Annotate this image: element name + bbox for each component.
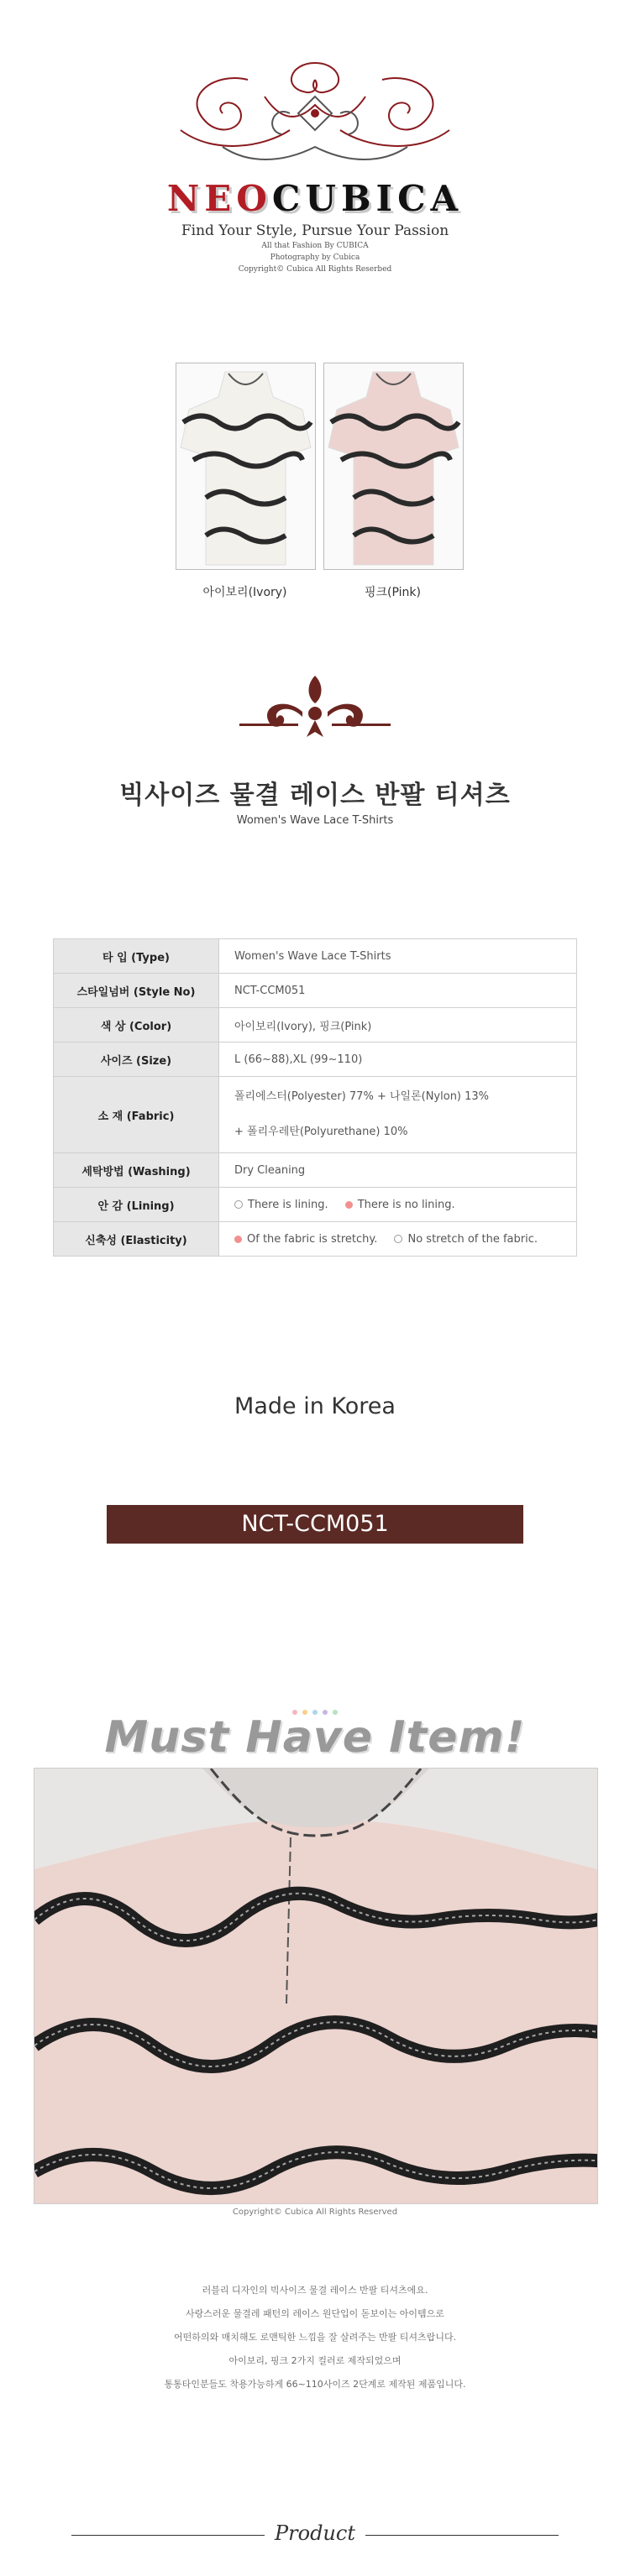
product-detail-photo <box>34 1768 598 2204</box>
spec-row-washing <box>54 1153 577 1188</box>
spec-label: 안 감 (Lining) <box>54 1188 219 1222</box>
lining-option-no: There is no lining. <box>345 1199 455 1211</box>
elastic-option-yes: Of the fabric is stretchy. <box>234 1233 377 1246</box>
spec-value <box>219 1222 577 1257</box>
spec-value: L (66~88),XL (99~110) <box>219 1042 577 1077</box>
radio-on-icon <box>345 1201 353 1209</box>
spec-row-style <box>54 974 577 1008</box>
spec-label: 소 재 (Fabric) <box>54 1077 219 1153</box>
spec-row-type <box>54 939 577 974</box>
description-line-3: 어떤하의와 매치해도 로맨틱한 느낌을 잘 살려주는 반팔 티셔츠랍니다. <box>173 2332 457 2343</box>
brand-line-3: Copyright© Cubica All Rights Reserbed <box>238 265 392 274</box>
fabric-line-1: 폴리에스터(Polyester) 77% + 나일론(Nylon) 13% <box>234 1090 490 1103</box>
brand-line-1: All that Fashion By CUBICA <box>261 242 369 250</box>
description-line-5: 통통타인분들도 착용가능하게 66~110사이즈 2단계로 제작된 제품입니다. <box>164 2379 466 2390</box>
product-subtitle: Women's Wave Lace T-Shirts <box>236 814 394 827</box>
lace-closeup-image <box>34 1769 597 2203</box>
description-line-1: 러블리 디자인의 빅사이즈 물결 레이스 반팔 티셔츠에요. <box>202 2285 428 2296</box>
title-ornament <box>235 671 395 743</box>
spec-row-color <box>54 1008 577 1042</box>
spec-label: 색 상 (Color) <box>54 1008 219 1042</box>
spec-row-fabric <box>54 1077 577 1153</box>
product-section-divider <box>0 2518 630 2552</box>
spec-label: 세탁방법 (Washing) <box>54 1153 219 1188</box>
brand-slogan: Find Your Style, Pursue Your Passion <box>181 222 449 239</box>
divider-line-left <box>71 2535 265 2536</box>
radio-on-icon <box>234 1236 242 1243</box>
radio-off-icon <box>234 1200 243 1209</box>
description-line-2: 사랑스러운 물결레 패턴의 레이스 원단입이 돋보이는 아이템으로 <box>186 2308 444 2319</box>
spec-value: NCT-CCM051 <box>219 974 577 1008</box>
spec-row-lining <box>54 1188 577 1222</box>
brand-line-2: Photography by Cubica <box>270 253 360 262</box>
radio-off-icon <box>394 1235 402 1243</box>
thumb-caption-ivory: 아이보리(Ivory) <box>202 586 287 599</box>
ivory-shirt-image <box>176 363 315 569</box>
thumb-pink[interactable] <box>323 363 464 570</box>
elastic-option-no: No stretch of the fabric. <box>394 1233 538 1246</box>
brand-ornament <box>147 46 483 180</box>
thumb-caption-pink: 핑크(Pink) <box>365 586 421 599</box>
spec-table <box>53 938 577 1257</box>
product-title: 빅사이즈 물결 레이스 반팔 티셔츠 <box>119 781 511 810</box>
brand-prefix: NEO <box>166 178 272 219</box>
brand-suffix: CUBICA <box>271 178 464 219</box>
made-in-label: Made in Korea <box>234 1393 396 1419</box>
product-footer-label: Product <box>275 2521 355 2545</box>
spec-value: 아이보리(Ivory), 핑크(Pink) <box>219 1008 577 1042</box>
must-have-heading: Must Have Item! <box>104 1712 526 1763</box>
spec-label: 스타일넘버 (Style No) <box>54 974 219 1008</box>
spec-value: Women's Wave Lace T-Shirts <box>219 939 577 974</box>
spec-value <box>219 1077 577 1153</box>
photo-copyright: Copyright© Cubica All Rights Reserved <box>232 2208 398 2217</box>
brand-logo <box>0 178 630 219</box>
thumb-ivory[interactable] <box>176 363 316 570</box>
lining-option-yes: There is lining. <box>234 1199 328 1211</box>
spec-label: 사이즈 (Size) <box>54 1042 219 1077</box>
spec-value: Dry Cleaning <box>219 1153 577 1188</box>
divider-line-right <box>365 2535 559 2536</box>
spec-row-size <box>54 1042 577 1077</box>
spec-value <box>219 1188 577 1222</box>
spec-label: 신축성 (Elasticity) <box>54 1222 219 1257</box>
spec-label: 타 입 (Type) <box>54 939 219 974</box>
pink-shirt-image <box>324 363 463 569</box>
fabric-line-2: + 폴리우레탄(Polyurethane) 10% <box>234 1126 408 1138</box>
style-number-bar: NCT-CCM051 <box>107 1505 523 1544</box>
description-line-4: 아이보리, 핑크 2가지 컬러로 제작되었으며 <box>228 2355 402 2366</box>
spec-row-elasticity <box>54 1222 577 1257</box>
